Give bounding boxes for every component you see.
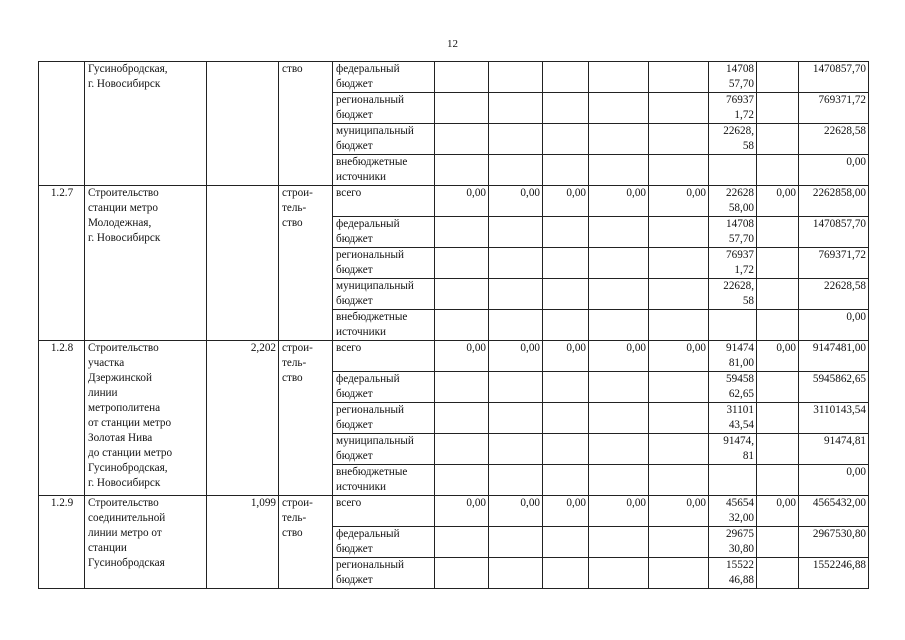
value-v6: 91474, 81 bbox=[709, 434, 757, 465]
table-row bbox=[39, 496, 869, 527]
value-total: 769371,72 bbox=[799, 93, 869, 124]
value-v2: 0,00 bbox=[489, 186, 543, 217]
value-v2 bbox=[489, 434, 543, 465]
value-v4 bbox=[589, 248, 649, 279]
value-total: 9147481,00 bbox=[799, 341, 869, 372]
value-v7 bbox=[757, 403, 799, 434]
value-v1 bbox=[435, 465, 489, 496]
value-total: 1470857,70 bbox=[799, 62, 869, 93]
value-v4 bbox=[589, 372, 649, 403]
value-total: 1552246,88 bbox=[799, 558, 869, 589]
value-v7: 0,00 bbox=[757, 186, 799, 217]
value-total: 5945862,65 bbox=[799, 372, 869, 403]
value-v3 bbox=[543, 279, 589, 310]
value-v1 bbox=[435, 93, 489, 124]
value-v4: 0,00 bbox=[589, 341, 649, 372]
value-v4 bbox=[589, 403, 649, 434]
value-v2 bbox=[489, 403, 543, 434]
source-label: региональный бюджет bbox=[333, 248, 435, 279]
value-v5 bbox=[649, 527, 709, 558]
item-type: строи- тель- ство bbox=[279, 186, 333, 341]
value-v6: 29675 30,80 bbox=[709, 527, 757, 558]
value-v2 bbox=[489, 248, 543, 279]
value-total: 769371,72 bbox=[799, 248, 869, 279]
value-v2 bbox=[489, 93, 543, 124]
source-label: федеральный бюджет bbox=[333, 217, 435, 248]
value-total: 0,00 bbox=[799, 155, 869, 186]
source-label: федеральный бюджет bbox=[333, 62, 435, 93]
item-name: Строительство участка Дзержинской линии метрополитена от станции метро Золотая Нива до станции метро Гусинобродская, г. Новосибирск bbox=[85, 341, 207, 496]
value-v2 bbox=[489, 527, 543, 558]
value-v6: 31101 43,54 bbox=[709, 403, 757, 434]
source-label: региональный бюджет bbox=[333, 558, 435, 589]
source-label: региональный бюджет bbox=[333, 403, 435, 434]
value-v5 bbox=[649, 217, 709, 248]
item-number: 1.2.8 bbox=[39, 341, 85, 496]
value-v5 bbox=[649, 62, 709, 93]
value-v1: 0,00 bbox=[435, 341, 489, 372]
source-label: всего bbox=[333, 186, 435, 217]
value-v3 bbox=[543, 558, 589, 589]
table-row bbox=[39, 186, 869, 217]
value-v6: 15522 46,88 bbox=[709, 558, 757, 589]
value-v2 bbox=[489, 372, 543, 403]
value-v2 bbox=[489, 279, 543, 310]
value-v1 bbox=[435, 403, 489, 434]
value-v5: 0,00 bbox=[649, 341, 709, 372]
source-label: внебюджетные источники bbox=[333, 155, 435, 186]
value-v6: 59458 62,65 bbox=[709, 372, 757, 403]
source-label: федеральный бюджет bbox=[333, 527, 435, 558]
item-type: строи- тель- ство bbox=[279, 341, 333, 496]
value-v7 bbox=[757, 310, 799, 341]
value-v5 bbox=[649, 465, 709, 496]
value-v6 bbox=[709, 310, 757, 341]
value-v3 bbox=[543, 527, 589, 558]
source-label: муниципальный бюджет bbox=[333, 124, 435, 155]
value-v3 bbox=[543, 62, 589, 93]
value-v7 bbox=[757, 155, 799, 186]
value-v4 bbox=[589, 310, 649, 341]
source-label: муниципальный бюджет bbox=[333, 434, 435, 465]
value-v2 bbox=[489, 62, 543, 93]
source-label: внебюджетные источники bbox=[333, 310, 435, 341]
item-name: Строительство станции метро Молодежная, г. Новосибирск bbox=[85, 186, 207, 341]
value-v3 bbox=[543, 434, 589, 465]
value-v1 bbox=[435, 434, 489, 465]
item-number: 1.2.7 bbox=[39, 186, 85, 341]
value-v7 bbox=[757, 527, 799, 558]
value-v7 bbox=[757, 465, 799, 496]
value-v2 bbox=[489, 124, 543, 155]
value-total: 3110143,54 bbox=[799, 403, 869, 434]
source-label: муниципальный бюджет bbox=[333, 279, 435, 310]
value-v7 bbox=[757, 372, 799, 403]
value-v4 bbox=[589, 217, 649, 248]
value-v3 bbox=[543, 124, 589, 155]
value-v5 bbox=[649, 372, 709, 403]
value-v6: 14708 57,70 bbox=[709, 217, 757, 248]
value-v7 bbox=[757, 434, 799, 465]
value-total: 22628,58 bbox=[799, 279, 869, 310]
value-v4: 0,00 bbox=[589, 496, 649, 527]
source-label: внебюджетные источники bbox=[333, 465, 435, 496]
item-number bbox=[39, 62, 85, 186]
value-v4 bbox=[589, 434, 649, 465]
value-v6: 76937 1,72 bbox=[709, 248, 757, 279]
value-v5 bbox=[649, 434, 709, 465]
value-total: 2967530,80 bbox=[799, 527, 869, 558]
value-v2 bbox=[489, 217, 543, 248]
value-v6: 76937 1,72 bbox=[709, 93, 757, 124]
value-total: 4565432,00 bbox=[799, 496, 869, 527]
value-v3: 0,00 bbox=[543, 341, 589, 372]
value-v7 bbox=[757, 279, 799, 310]
value-v3 bbox=[543, 465, 589, 496]
item-length: 2,202 bbox=[207, 341, 279, 496]
value-v1 bbox=[435, 155, 489, 186]
value-v3 bbox=[543, 310, 589, 341]
value-v4 bbox=[589, 124, 649, 155]
item-name: Гусинобродская, г. Новосибирск bbox=[85, 62, 207, 186]
table-row bbox=[39, 62, 869, 93]
value-v1 bbox=[435, 372, 489, 403]
value-v1 bbox=[435, 558, 489, 589]
value-v6: 91474 81,00 bbox=[709, 341, 757, 372]
value-v7 bbox=[757, 217, 799, 248]
source-label: всего bbox=[333, 341, 435, 372]
item-length: 1,099 bbox=[207, 496, 279, 589]
value-v4 bbox=[589, 62, 649, 93]
value-v1 bbox=[435, 310, 489, 341]
value-v4 bbox=[589, 279, 649, 310]
value-v6: 22628 58,00 bbox=[709, 186, 757, 217]
value-total: 0,00 bbox=[799, 465, 869, 496]
value-v3 bbox=[543, 372, 589, 403]
value-total: 22628,58 bbox=[799, 124, 869, 155]
value-v4 bbox=[589, 155, 649, 186]
item-length bbox=[207, 186, 279, 341]
value-total: 1470857,70 bbox=[799, 217, 869, 248]
value-v5: 0,00 bbox=[649, 496, 709, 527]
value-total: 2262858,00 bbox=[799, 186, 869, 217]
value-v7 bbox=[757, 124, 799, 155]
value-v5 bbox=[649, 403, 709, 434]
source-label: всего bbox=[333, 496, 435, 527]
value-v3 bbox=[543, 248, 589, 279]
value-v5 bbox=[649, 248, 709, 279]
value-v2 bbox=[489, 558, 543, 589]
value-v4 bbox=[589, 558, 649, 589]
value-v1 bbox=[435, 527, 489, 558]
value-v3 bbox=[543, 93, 589, 124]
value-v3: 0,00 bbox=[543, 496, 589, 527]
value-v1 bbox=[435, 217, 489, 248]
value-v6: 45654 32,00 bbox=[709, 496, 757, 527]
item-type: строи- тель- ство bbox=[279, 496, 333, 589]
value-v6 bbox=[709, 155, 757, 186]
value-v6: 22628, 58 bbox=[709, 279, 757, 310]
value-v5 bbox=[649, 124, 709, 155]
value-v2: 0,00 bbox=[489, 496, 543, 527]
source-label: региональный бюджет bbox=[333, 93, 435, 124]
source-label: федеральный бюджет bbox=[333, 372, 435, 403]
value-v7 bbox=[757, 93, 799, 124]
value-v3: 0,00 bbox=[543, 186, 589, 217]
value-v1 bbox=[435, 279, 489, 310]
item-name: Строительство соединительной линии метро от станции Гусинобродская bbox=[85, 496, 207, 589]
value-v1: 0,00 bbox=[435, 496, 489, 527]
item-length bbox=[207, 62, 279, 186]
funding-table bbox=[38, 61, 869, 589]
value-v4 bbox=[589, 527, 649, 558]
value-v7 bbox=[757, 248, 799, 279]
value-v4: 0,00 bbox=[589, 186, 649, 217]
value-v5: 0,00 bbox=[649, 186, 709, 217]
value-v5 bbox=[649, 558, 709, 589]
value-v5 bbox=[649, 155, 709, 186]
value-v4 bbox=[589, 93, 649, 124]
item-type: ство bbox=[279, 62, 333, 186]
value-v6: 14708 57,70 bbox=[709, 62, 757, 93]
value-v2 bbox=[489, 155, 543, 186]
value-v7 bbox=[757, 558, 799, 589]
value-v5 bbox=[649, 93, 709, 124]
page-number: 12 bbox=[447, 38, 458, 50]
value-v3 bbox=[543, 403, 589, 434]
value-v3 bbox=[543, 217, 589, 248]
value-v1 bbox=[435, 124, 489, 155]
value-v6: 22628, 58 bbox=[709, 124, 757, 155]
value-v7 bbox=[757, 62, 799, 93]
value-total: 0,00 bbox=[799, 310, 869, 341]
value-v1: 0,00 bbox=[435, 186, 489, 217]
value-v3 bbox=[543, 155, 589, 186]
table-row bbox=[39, 341, 869, 372]
value-v5 bbox=[649, 310, 709, 341]
value-v7: 0,00 bbox=[757, 496, 799, 527]
value-v1 bbox=[435, 248, 489, 279]
value-v6 bbox=[709, 465, 757, 496]
value-v2 bbox=[489, 310, 543, 341]
value-v2 bbox=[489, 465, 543, 496]
value-v2: 0,00 bbox=[489, 341, 543, 372]
value-total: 91474,81 bbox=[799, 434, 869, 465]
value-v5 bbox=[649, 279, 709, 310]
value-v4 bbox=[589, 465, 649, 496]
item-number: 1.2.9 bbox=[39, 496, 85, 589]
value-v7: 0,00 bbox=[757, 341, 799, 372]
value-v1 bbox=[435, 62, 489, 93]
